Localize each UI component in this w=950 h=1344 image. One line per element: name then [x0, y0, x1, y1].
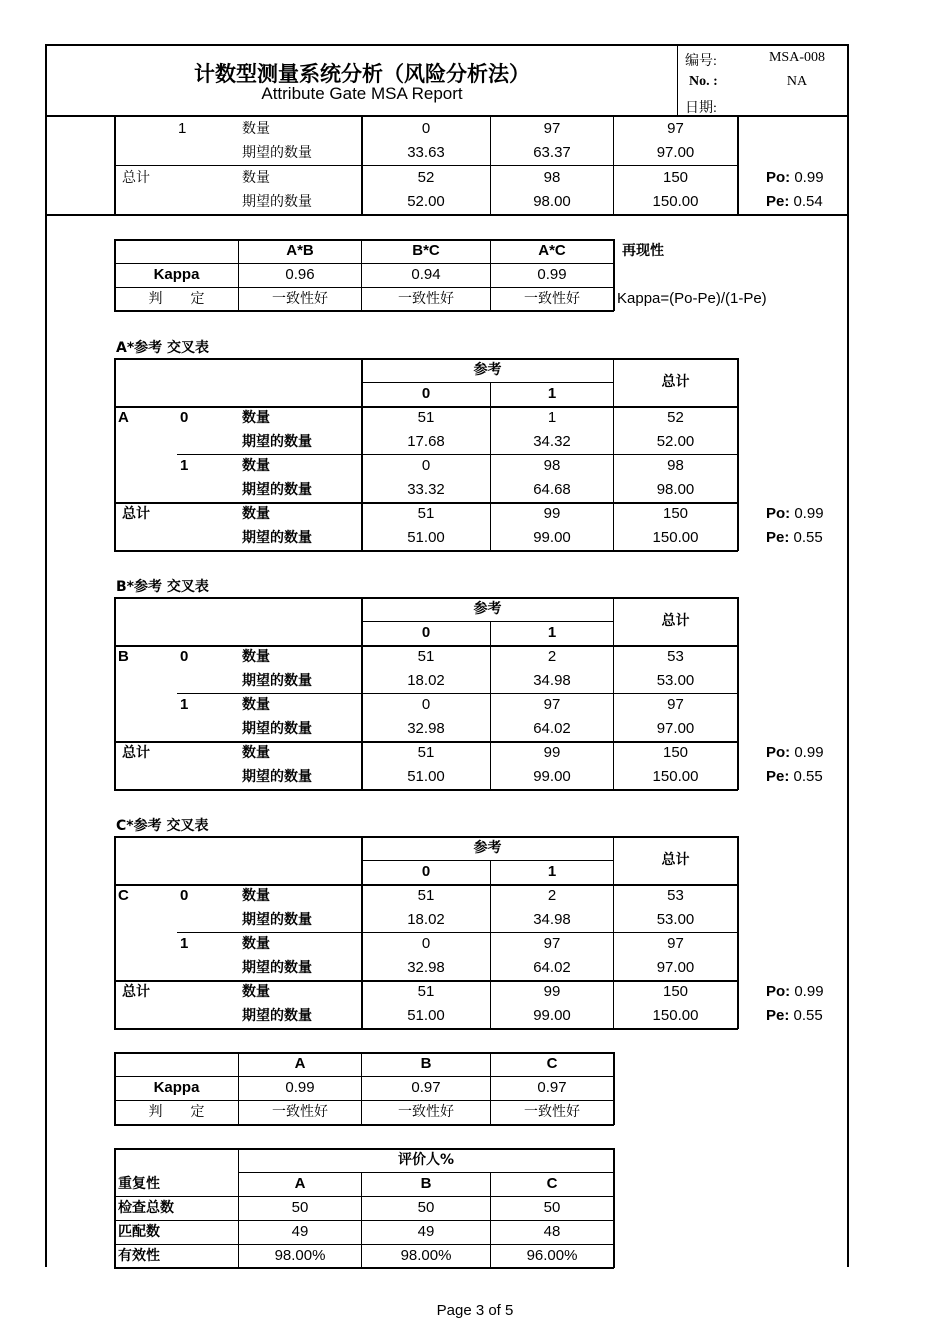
row-label: 数量 [242, 888, 270, 904]
cell: 53 [667, 887, 684, 904]
cell: 18.02 [407, 672, 445, 689]
row-label: 期望的数量 [242, 1008, 312, 1024]
kappa-value: 0.99 [537, 266, 567, 283]
cell: 1 [547, 409, 557, 426]
judge-value: 一致性好 [272, 291, 328, 307]
cell: 97.00 [656, 959, 695, 976]
kappa-value: 0.94 [411, 266, 441, 283]
row-label: 数量 [242, 936, 270, 952]
row-label: 期望的数量 [242, 912, 312, 928]
kappa-value: 0.97 [411, 1079, 441, 1096]
col-header: A*B [286, 242, 314, 259]
pe-value: Pe: 0.54 [766, 193, 823, 210]
no-label: No. : [689, 74, 718, 89]
level-label: 1 [180, 457, 189, 474]
kappa-formula: Kappa=(Po-Pe)/(1-Pe) [617, 290, 767, 307]
cell: 33.32 [407, 481, 445, 498]
doc-number-value: MSA-008 [768, 50, 825, 65]
col-header: C [546, 1055, 558, 1072]
reference-header: 参考 [473, 840, 502, 856]
cell: 98 [543, 457, 561, 474]
cell: 97 [667, 696, 684, 713]
row-label: 有效性 [118, 1248, 160, 1264]
cell: 53 [667, 648, 684, 665]
kappa-value: 0.99 [285, 1079, 315, 1096]
cell: 52 [667, 409, 684, 426]
row-label: 数量 [242, 410, 270, 426]
row-label: 期望的数量 [242, 673, 312, 689]
col-header: C [546, 1175, 558, 1192]
row-label: 数量 [242, 506, 270, 522]
rater-label: C [118, 887, 129, 904]
crosstab-title: B*参考 交叉表 [116, 579, 209, 595]
cell: 64.02 [533, 720, 571, 737]
total-header: 总计 [661, 374, 690, 390]
kappa-label: Kappa [153, 1079, 200, 1096]
ref-col: 0 [421, 624, 431, 641]
row-label: 期望的数量 [242, 769, 312, 785]
doc-number-label: 编号: [685, 54, 717, 69]
judge-label: 判 定 [148, 1104, 205, 1120]
cell: 34.32 [533, 433, 571, 450]
crosstab-title: A*参考 交叉表 [116, 340, 210, 356]
report-header [45, 44, 849, 117]
level-label: 0 [180, 887, 189, 904]
row-label-total: 总计 [122, 745, 150, 761]
row-label: 期望的数量 [242, 530, 312, 546]
po-value: Po: 0.99 [766, 983, 824, 1000]
cell: 32.98 [407, 720, 445, 737]
col-header: B [420, 1175, 432, 1192]
row-label: 数量 [242, 984, 270, 1000]
pe-value: Pe: 0.55 [766, 1007, 823, 1024]
col-header: B [420, 1055, 432, 1072]
cell: 0 [421, 696, 431, 713]
cell: 99.00 [533, 768, 571, 785]
reference-header: 参考 [473, 362, 502, 378]
row-label-total: 总计 [122, 506, 150, 522]
row-label-expected: 期望的数量 [242, 194, 312, 210]
cell: 48 [543, 1223, 561, 1240]
po-value: Po: 0.99 [766, 169, 824, 186]
repeatability-title: 重复性 [118, 1176, 160, 1192]
level-label: 1 [180, 935, 189, 952]
cell: 99 [543, 983, 561, 1000]
cell: 0 [421, 935, 431, 952]
cell: 32.98 [407, 959, 445, 976]
cell: 0 [421, 120, 431, 137]
cell: 98 [543, 169, 561, 186]
row-label-count: 数量 [242, 121, 270, 137]
cell: 2 [547, 887, 557, 904]
cell: 52.00 [656, 433, 695, 450]
judge-label: 判 定 [148, 291, 205, 307]
cell: 150.00 [652, 193, 699, 210]
cell: 98.00 [656, 481, 695, 498]
judge-value: 一致性好 [272, 1104, 328, 1120]
cell: 51 [417, 505, 435, 522]
cell: 150.00 [652, 768, 699, 785]
cell: 50 [291, 1199, 309, 1216]
cell: 96.00% [526, 1247, 578, 1264]
cell: 99.00 [533, 1007, 571, 1024]
total-header: 总计 [661, 613, 690, 629]
cell: 53.00 [656, 911, 695, 928]
row-label-total: 总计 [122, 170, 150, 186]
row-label-expected: 期望的数量 [242, 145, 312, 161]
row-label: 数量 [242, 745, 270, 761]
cell: 34.98 [533, 672, 571, 689]
cell: 51 [417, 648, 435, 665]
report-title-cn: 计数型测量系统分析（风险分析法） [194, 62, 530, 86]
header-divider [677, 46, 678, 115]
row-label-count: 数量 [242, 170, 270, 186]
cell: 98.00 [533, 193, 571, 210]
col-header: A [294, 1055, 306, 1072]
judge-value: 一致性好 [524, 1104, 580, 1120]
total-header: 总计 [661, 852, 690, 868]
cell: 51 [417, 409, 435, 426]
cell: 99 [543, 744, 561, 761]
cell: 51 [417, 887, 435, 904]
kappa-label: Kappa [153, 266, 200, 283]
crosstab-title: C*参考 交叉表 [116, 818, 209, 834]
rater-label: A [118, 409, 129, 426]
level-label: 0 [180, 409, 189, 426]
judge-value: 一致性好 [524, 291, 580, 307]
cell: 52 [417, 169, 435, 186]
ref-col: 0 [421, 385, 431, 402]
row-label-total: 总计 [122, 984, 150, 1000]
judge-value: 一致性好 [398, 291, 454, 307]
cell: 49 [291, 1223, 309, 1240]
cell: 18.02 [407, 911, 445, 928]
cell: 97 [667, 935, 684, 952]
col-header: A*C [538, 242, 566, 259]
cell: 150.00 [652, 1007, 699, 1024]
cell: 99 [543, 505, 561, 522]
cell: 51.00 [407, 1007, 445, 1024]
cell: 51 [417, 983, 435, 1000]
po-value: Po: 0.99 [766, 744, 824, 761]
po-value: Po: 0.99 [766, 505, 824, 522]
cell: 98.00% [274, 1247, 326, 1264]
page-number: Page 3 of 5 [436, 1302, 514, 1319]
cell: 50 [543, 1199, 561, 1216]
date-label: 日期: [685, 101, 717, 116]
pe-value: Pe: 0.55 [766, 529, 823, 546]
pe-value: Pe: 0.55 [766, 768, 823, 785]
rater-label: B [118, 648, 129, 665]
cell: 49 [417, 1223, 435, 1240]
cell: 51.00 [407, 768, 445, 785]
cell: 97 [667, 120, 684, 137]
cell: 97.00 [656, 720, 695, 737]
cell: 0 [421, 457, 431, 474]
cell: 64.02 [533, 959, 571, 976]
row-label: 期望的数量 [242, 721, 312, 737]
page-frame-right [847, 117, 849, 1267]
row-label: 期望的数量 [242, 434, 312, 450]
cell: 150 [662, 169, 689, 186]
cell: 34.98 [533, 911, 571, 928]
no-value: NA [786, 74, 808, 89]
cell: 98.00% [400, 1247, 452, 1264]
cell: 52.00 [407, 193, 445, 210]
kappa-value: 0.96 [285, 266, 315, 283]
row-label: 检查总数 [118, 1200, 174, 1216]
cell: 150 [662, 983, 689, 1000]
row-label: 数量 [242, 458, 270, 474]
cell: 150 [662, 505, 689, 522]
reproducibility-title: 再现性 [622, 243, 664, 259]
cell: 98 [667, 457, 684, 474]
cell: 150 [662, 744, 689, 761]
reference-header: 参考 [473, 601, 502, 617]
cell: 17.68 [407, 433, 445, 450]
row-label: 数量 [242, 697, 270, 713]
cell: 33.63 [407, 144, 445, 161]
level-label: 1 [180, 696, 189, 713]
cell: 2 [547, 648, 557, 665]
page-frame-left [45, 117, 47, 1267]
ref-col: 1 [547, 385, 557, 402]
row-label: 期望的数量 [242, 960, 312, 976]
judge-value: 一致性好 [398, 1104, 454, 1120]
cell: 51 [417, 744, 435, 761]
cell: 63.37 [533, 144, 571, 161]
cell: 64.68 [533, 481, 571, 498]
ref-col: 1 [547, 863, 557, 880]
cell: 99.00 [533, 529, 571, 546]
cell: 97 [543, 120, 561, 137]
cell: 50 [417, 1199, 435, 1216]
rater-percent-header: 评价人% [397, 1152, 455, 1168]
level-label: 1 [178, 120, 187, 137]
ref-col: 0 [421, 863, 431, 880]
row-label: 匹配数 [118, 1224, 160, 1240]
cell: 97 [543, 935, 561, 952]
row-label: 数量 [242, 649, 270, 665]
row-label: 期望的数量 [242, 482, 312, 498]
cell: 97.00 [656, 144, 695, 161]
kappa-value: 0.97 [537, 1079, 567, 1096]
cell: 51.00 [407, 529, 445, 546]
cell: 150.00 [652, 529, 699, 546]
level-label: 0 [180, 648, 189, 665]
cell: 53.00 [656, 672, 695, 689]
ref-col: 1 [547, 624, 557, 641]
col-header: B*C [412, 242, 440, 259]
report-title-en: Attribute Gate MSA Report [261, 84, 463, 103]
cell: 97 [543, 696, 561, 713]
col-header: A [294, 1175, 306, 1192]
